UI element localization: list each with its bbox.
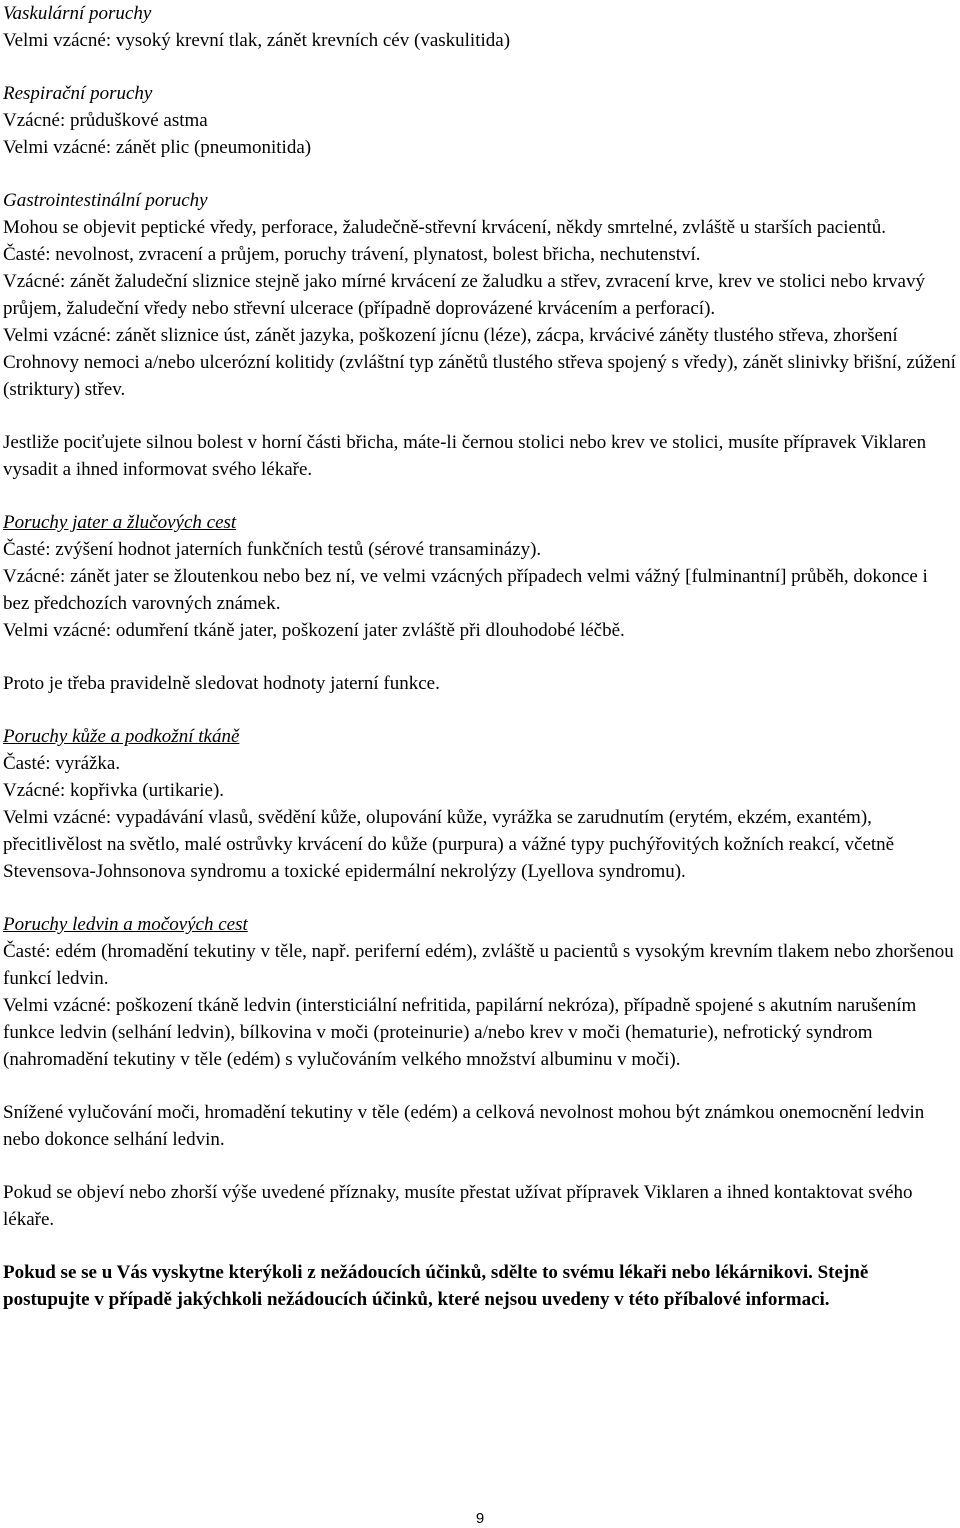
section-line: Velmi vzácné: vypadávání vlasů, svědění kůže, olupování kůže, vyrážka se zarudnutím (erytém, ekzém, exantém), přecitlivělost na světlo, malé ostrůvky krvácení do kůže (purpura) a vážné typy puchýřovitých kožních reakcí, včetně Stevensova-Johnsonova syndromu a toxické epidermální nekrolýzy (Lyellova syndromu). — [3, 807, 895, 882]
section-liver — [3, 509, 958, 644]
section-heading: Gastrointestinální poruchy — [3, 190, 208, 211]
section-line: Mohou se objevit peptické vředy, perforace, žaludečně-střevní krvácení, někdy smrtelné, zvláště u starších pacientů. — [3, 217, 886, 238]
section-line: Velmi vzácné: zánět sliznice úst, zánět jazyka, poškození jícnu (léze), zácpa, krvácivé záněty tlustého střeva, zhoršení Crohnovy nemoci a/nebo ulcerózní kolitidy (zvláštní typ zánětů tlustého střeva spojený s vředy), zánět slinivky břišní, zúžení (striktury) střev. — [3, 325, 956, 400]
section-respiratory — [3, 80, 958, 161]
section-skin — [3, 723, 958, 885]
section-kidney — [3, 911, 958, 1073]
section-heading: Respirační poruchy — [3, 83, 153, 104]
section-heading: Poruchy kůže a podkožní tkáně — [3, 726, 240, 747]
final-bold-paragraph: Pokud se se u Vás vyskytne kterýkoli z nežádoucích účinků, sdělte to svému lékaři nebo lékárnikovi. Stejně postupujte v případě jakýchkoli nežádoucích účinků, které nejsou uvedeny v této příbalové informaci. — [3, 1262, 869, 1310]
gi-warning-paragraph: Jestliže pociťujete silnou bolest v horní části břicha, máte-li černou stolici nebo krev ve stolici, musíte přípravek Viklaren vysadit a ihned informovat svého lékaře. — [3, 432, 927, 480]
section-line: Vzácné: kopřivka (urtikarie). — [3, 780, 225, 801]
section-line: Vzácné: průduškové astma — [3, 110, 208, 131]
section-line: Velmi vzácné: odumření tkáně jater, poškození jater zvláště při dlouhodobé léčbě. — [3, 620, 625, 641]
section-line: Časté: edém (hromadění tekutiny v těle, např. periferní edém), zvláště u pacientů s vysokým krevním tlakem nebo zhoršenou funkcí ledvin. — [3, 941, 954, 989]
document-page — [3, 0, 958, 1339]
section-line: Časté: nevolnost, zvracení a průjem, poruchy trávení, plynatost, bolest břicha, nechutenství. — [3, 244, 701, 265]
section-vascular — [3, 0, 958, 54]
section-line: Vzácné: zánět jater se žloutenkou nebo bez ní, ve velmi vzácných případech velmi vážný [fulminantní] průběh, dokonce i bez předchozích varovných známek. — [3, 566, 928, 614]
section-heading: Poruchy ledvin a močových cest — [3, 914, 248, 935]
page-number: 9 — [475, 1510, 485, 1527]
section-gastrointestinal — [3, 187, 958, 403]
liver-note-paragraph: Proto je třeba pravidelně sledovat hodnoty jaterní funkce. — [3, 673, 440, 694]
section-line: Vzácné: zánět žaludeční sliznice stejně jako mírné krvácení ze žaludku a střev, zvracení krve, krev ve stolici nebo krvavý průjem, žaludeční vředy nebo střevní ulcerace (případně doprovázené krvácením a perforací). — [3, 271, 925, 319]
kidney-note-paragraph: Snížené vylučování moči, hromadění tekutiny v těle (edém) a celková nevolnost mohou být známkou onemocnění ledvin nebo dokonce selhání ledvin. — [3, 1102, 925, 1150]
section-heading: Vaskulární poruchy — [3, 3, 152, 24]
section-heading: Poruchy jater a žlučových cest — [3, 512, 237, 533]
section-line: Časté: vyrážka. — [3, 753, 121, 774]
section-line: Velmi vzácné: vysoký krevní tlak, zánět krevních cév (vaskulitida) — [3, 30, 511, 51]
section-line: Velmi vzácné: zánět plic (pneumonitida) — [3, 137, 312, 158]
section-line: Velmi vzácné: poškození tkáně ledvin (intersticiální nefritida, papilární nekróza), případně spojené s akutním narušením funkce ledvin (selhání ledvin), bílkovina v moči (proteinurie) a/nebo krev v moči (hematurie), nefrotický syndrom (nahromadění tekutiny v těle (edém) s vylučováním velkého množství albuminu v moči). — [3, 995, 917, 1070]
stop-note-paragraph: Pokud se objeví nebo zhorší výše uvedené příznaky, musíte přestat užívat přípravek Viklaren a ihned kontaktovat svého lékaře. — [3, 1182, 913, 1230]
section-line: Časté: zvýšení hodnot jaterních funkčních testů (sérové transaminázy). — [3, 539, 542, 560]
